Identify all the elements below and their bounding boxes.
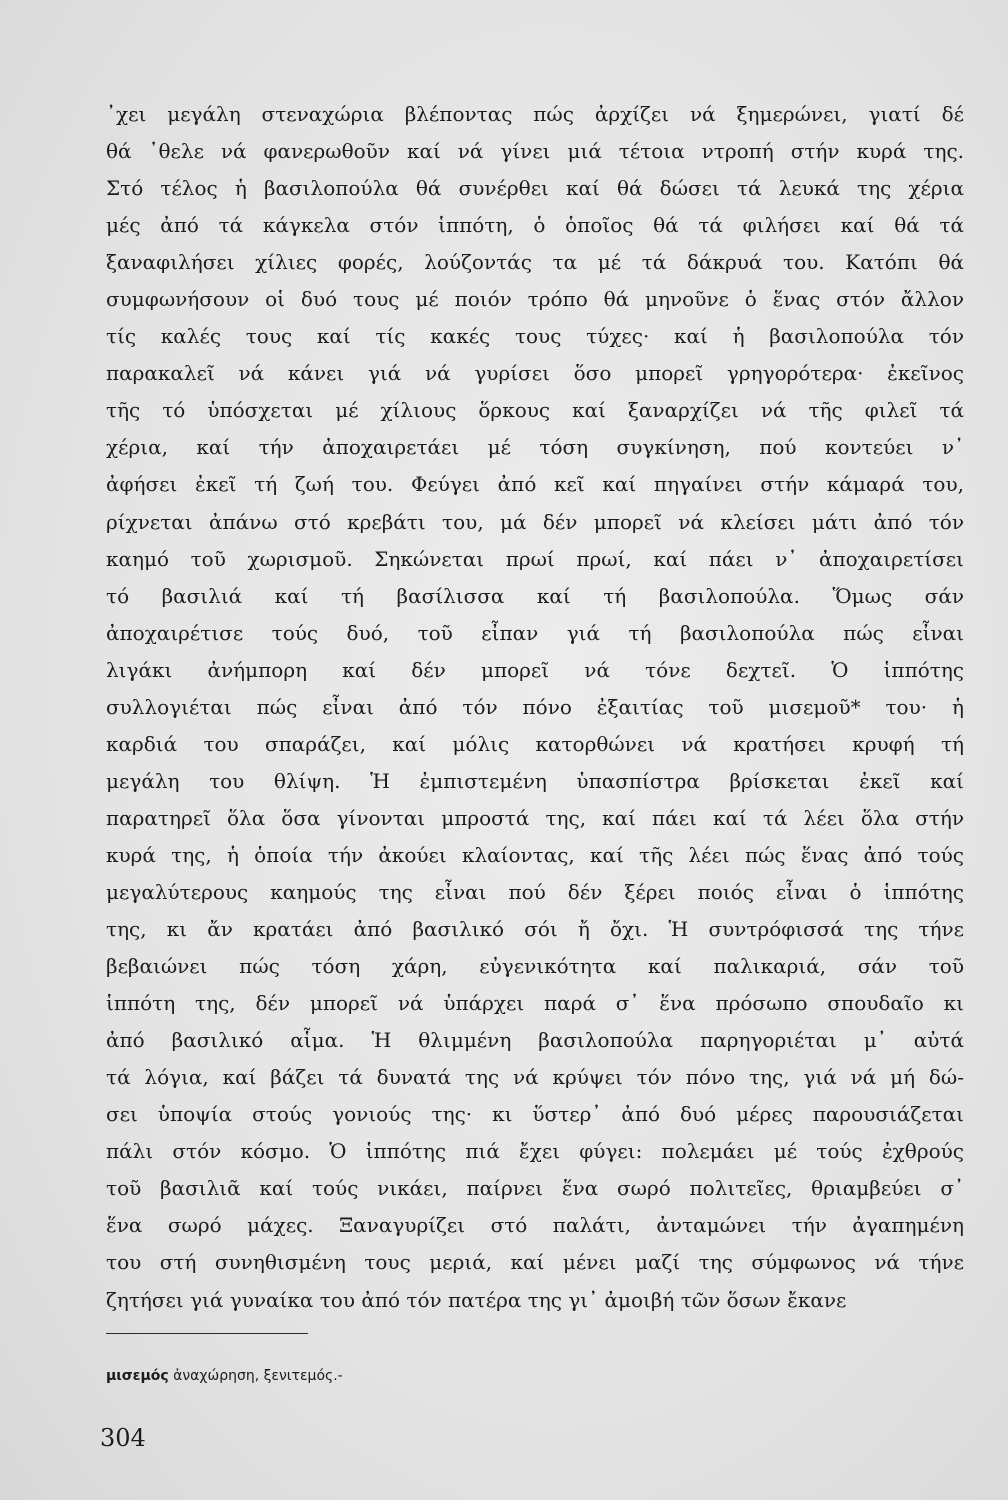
text-line: ἀφήσει ἐκεῖ τή ζωή του. Φεύγει ἀπό κεῖ καί πηγαίνει στήν κάμαρά του, <box>106 472 964 497</box>
text-line: ἀποχαιρέτισε τούς δυό, τοῦ εἶπαν γιά τή βασιλοπούλα πώς εἶναι <box>106 620 964 645</box>
text-line: λιγάκι ἀνήμπορη καί δέν μπορεῖ νά τόνε δεχτεῖ. Ὁ ἱππότης <box>106 657 964 682</box>
footnote-term: μισεμός <box>106 1368 169 1384</box>
text-line: κυρά της, ἡ ὁποία τήν ἀκούει κλαίοντας, καί τῆς λέει πώς ἕνας ἀπό τούς <box>106 842 964 867</box>
text-line: τοῦ βασιλιᾶ καί τούς νικάει, παίρνει ἕνα σωρό πολιτεῖες, θριαμβεύει σ᾽ <box>106 1176 964 1201</box>
text-line: τίς καλές τους καί τίς κακές τους τύχες· καί ἡ βασιλοπούλα τόν <box>106 324 964 349</box>
body-text <box>106 96 964 1319</box>
text-line: πάλι στόν κόσμο. Ὁ ἱππότης πιά ἔχει φύγει: πολεμάει μέ τούς ἐχθρούς <box>106 1139 964 1164</box>
text-line: μεγαλύτερους καημούς της εἶναι πού δέν ξέρει ποιός εἶναι ὁ ἱππότης <box>106 879 964 904</box>
text-line: παρατηρεῖ ὅλα ὅσα γίνονται μπροστά της, καί πάει καί τά λέει ὅλα στήν <box>106 805 964 830</box>
text-line: ἀπό βασιλικό αἷμα. Ἡ θλιμμένη βασιλοπούλα παρηγοριέται μ᾽ αὐτά <box>106 1028 964 1053</box>
text-line: της, κι ἄν κρατάει ἀπό βασιλικό σόι ἤ ὄχι. Ἡ συντρόφισσά της τήνε <box>106 917 964 942</box>
text-line: ᾽χει μεγάλη στεναχώρια βλέποντας πώς ἀρχίζει νά ξημερώνει, γιατί δέ <box>106 102 964 126</box>
text-line: ζητήσει γιά γυναίκα του ἀπό τόν πατέρα της γι᾽ ἀμοιβή τῶν ὅσων ἔκανε <box>106 1287 847 1312</box>
text-line: τά λόγια, καί βάζει τά δυνατά της νά κρύψει τόν πόνο της, γιά νά μή δώ- <box>106 1065 964 1090</box>
text-line: ἱππότη της, δέν μπορεῖ νά ὑπάρχει παρά σ᾽ ἕνα πρόσωπο σπουδαῖο κι <box>106 991 964 1016</box>
text-line: ἕνα σωρό μάχες. Ξαναγυρίζει στό παλάτι, ἀνταμώνει τήν ἀγαπημένη <box>106 1213 964 1238</box>
text-line: θά ᾽θελε νά φανερωθοῦν καί νά γίνει μιά τέτοια ντροπή στήν κυρά της. <box>106 139 964 164</box>
text-line: συλλογιέται πώς εἶναι ἀπό τόν πόνο ἐξαιτίας τοῦ μισεμοῦ* του· ἡ <box>106 694 964 719</box>
page-number: 304 <box>100 1424 146 1452</box>
text-line: καρδιά του σπαράζει, καί μόλις κατορθώνει νά κρατήσει κρυφή τή <box>106 731 964 756</box>
text-line: του στή συνηθισμένη τους μεριά, καί μένει μαζί της σύμφωνος νά τήνε <box>106 1250 964 1275</box>
footnote <box>106 1368 343 1384</box>
text-line: καημό τοῦ χωρισμοῦ. Σηκώνεται πρωί πρωί, καί πάει ν᾽ ἀποχαιρετίσει <box>106 546 964 571</box>
text-line: χέρια, καί τήν ἀποχαιρετάει μέ τόση συγκίνηση, πού κοντεύει ν᾽ <box>106 435 964 460</box>
text-line: ξαναφιλήσει χίλιες φορές, λούζοντάς τα μέ τά δάκρυά του. Κατόπι θά <box>106 250 964 275</box>
footnote-definition: ἀναχώρηση, ξενιτεμός.- <box>168 1368 343 1384</box>
text-line: Στό τέλος ἡ βασιλοπούλα θά συνέρθει καί θά δώσει τά λευκά της χέρια <box>106 176 964 201</box>
text-line: σει ὑποψία στούς γονιούς της· κι ὕστερ᾽ ἀπό δυό μέρες παρουσιάζεται <box>106 1102 964 1127</box>
text-line: τῆς τό ὑπόσχεται μέ χίλιους ὅρκους καί ξαναρχίζει νά τῆς φιλεῖ τά <box>106 398 964 423</box>
text-line: ρίχνεται ἀπάνω στό κρεβάτι του, μά δέν μπορεῖ νά κλείσει μάτι ἀπό τόν <box>106 509 964 534</box>
text-line: μές ἀπό τά κάγκελα στόν ἱππότη, ὁ ὁποῖος θά τά φιλήσει καί θά τά <box>106 213 964 238</box>
text-line: βεβαιώνει πώς τόση χάρη, εὐγενικότητα καί παλικαριά, σάν τοῦ <box>106 954 964 979</box>
text-line: μεγάλη του θλίψη. Ἡ ἐμπιστεμένη ὑπασπίστρα βρίσκεται ἐκεῖ καί <box>106 768 964 793</box>
text-line: συμφωνήσουν οἱ δυό τους μέ ποιόν τρόπο θά μηνοῦνε ὁ ἕνας στόν ἄλλον <box>106 287 964 312</box>
footnote-rule <box>106 1333 308 1334</box>
text-line: τό βασιλιά καί τή βασίλισσα καί τή βασιλοπούλα. Ὅμως σάν <box>106 583 964 608</box>
text-line: παρακαλεῖ νά κάνει γιά νά γυρίσει ὅσο μπορεῖ γρηγορότερα· ἐκεῖνος <box>106 361 964 386</box>
